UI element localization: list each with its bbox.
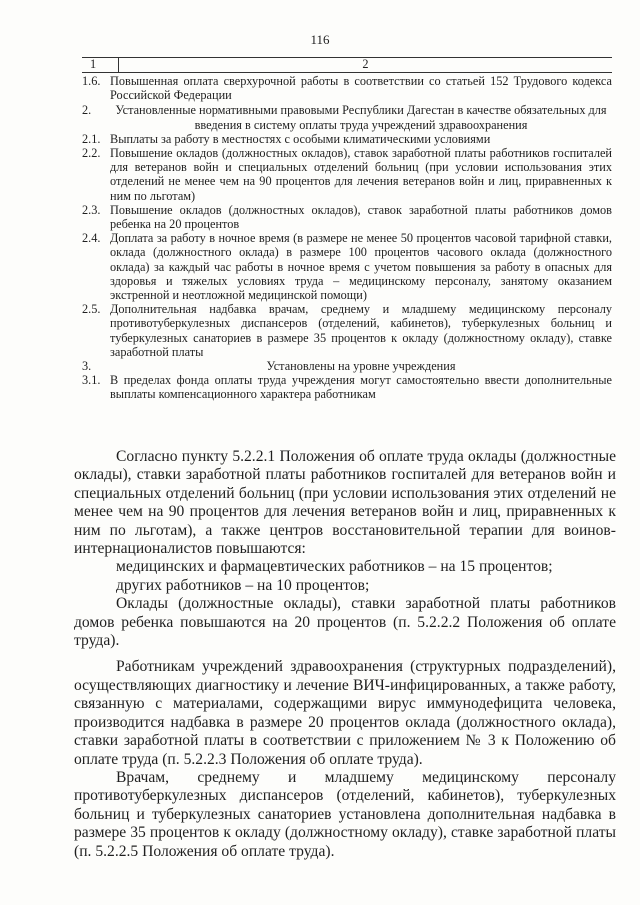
table-row xyxy=(82,203,612,231)
paragraph: Работникам учреждений здравоохранения (структурных подразделений), осуществляющих диагностику и лечение ВИЧ-инфицированных, а также работу, связанную с материалами, содержащими вирус иммунодефицита человека, производится надбавка в размере 20 процентов оклада (должностного оклада), ставки заработной платы в соответствии с приложением № 3 к Положению об оплате труда (п. 5.2.2.3 Положения об оплате труда). xyxy=(74,658,616,768)
table-row xyxy=(82,146,612,203)
table-row xyxy=(82,74,612,102)
table-row xyxy=(82,231,612,302)
row-number: 2.5. xyxy=(82,302,101,317)
page-number: 116 xyxy=(310,32,330,47)
row-number: 2. xyxy=(82,103,92,118)
row-text: Повышенная оплата сверхурочной работы в соответствии со статьей 152 Трудового кодекса Российской Федерации xyxy=(110,74,612,103)
row-number: 3.1. xyxy=(82,373,101,388)
row-text: В пределах фонда оплаты труда учреждения могут самостоятельно ввести дополнительные выплаты компенсационного характера работникам xyxy=(110,373,612,402)
table-row xyxy=(82,359,612,373)
row-text: Выплаты за работу в местностях с особыми климатическими условиями xyxy=(110,131,491,146)
row-text: Доплата за работу в ночное время (в размере не менее 50 процентов часовой тарифной ставки, оклада (должностного оклада) в размере 100 процентов часового оклада (должностного оклада) за каждый час работы в ночное время с учетом повышения за работу в опасных для здоровья и тяжелых условиях труда – медицинскому персоналу, занятому оказанием экстренной и неотложной медицинской помощи) xyxy=(110,231,612,303)
row-number: 2.4. xyxy=(82,231,101,246)
row-text: Установленные нормативными правовыми Республики Дагестан в качестве обязательных для введения в систему оплаты труда учреждений здравоохранения xyxy=(115,103,607,132)
paragraph: медицинских и фармацевтических работников – на 15 процентов; xyxy=(116,558,553,576)
table-row xyxy=(82,103,612,131)
table-header xyxy=(82,57,612,73)
body-text xyxy=(74,448,616,861)
row-number: 2.1. xyxy=(82,131,101,146)
row-number: 3. xyxy=(82,359,92,374)
row-number: 2.3. xyxy=(82,202,101,217)
compensation-table xyxy=(82,57,612,402)
table-row xyxy=(82,373,612,401)
row-text: Установлены на уровне учреждения xyxy=(266,359,456,374)
paragraph: Согласно пункту 5.2.2.1 Положения об оплате труда оклады (должностные оклады), ставки заработной платы работников госпиталей для ветеранов войн и специальных отделений больниц (при условии использования этих отделений не менее чем на 90 процентов для лечения ветеранов войн и лиц, приравненных к ним по льготам), а также центров восстановительной терапии для воинов-интернационалистов повышаются: xyxy=(74,448,616,558)
table-row xyxy=(82,302,612,359)
row-text: Повышение окладов (должностных окладов), ставок заработной платы работников домов ребенка на 20 процентов xyxy=(110,202,612,232)
row-text: Повышение окладов (должностных окладов), ставок заработной платы работников госпиталей для ветеранов войн и специальных отделений больниц (при условии использования этих отделений не менее чем на 90 процентов для лечения ветеранов войн и лиц, приравненных к ним по льготам) xyxy=(110,146,612,203)
row-number: 2.2. xyxy=(82,146,101,161)
header-col-2: 2 xyxy=(362,57,369,71)
row-number: 1.6. xyxy=(82,74,101,88)
paragraph: других работников – на 10 процентов; xyxy=(116,576,370,594)
table-row xyxy=(82,132,612,146)
paragraph: Оклады (должностные оклады), ставки заработной платы работников домов ребенка повышаются на 20 процентов (п. 5.2.2.2 Положения об оплате труда). xyxy=(74,595,616,650)
row-text: Дополнительная надбавка врачам, среднему и младшему медицинскому персоналу противотуберкулезных диспансеров (отделений, кабинетов), туберкулезных больниц и туберкулезных санаториев в размере 35 процентов к окладу (должностному окладу), ставке заработной платы xyxy=(110,302,612,359)
header-col-1: 1 xyxy=(82,58,119,72)
paragraph: Врачам, среднему и младшему медицинскому персоналу противотуберкулезных диспансеров (отделений, кабинетов), туберкулезных больниц и туберкулезных санаториев установлена дополнительная надбавка в размере 35 процентов к окладу (должностному окладу), ставке заработной платы (п. 5.2.2.5 Положения об оплате труда). xyxy=(74,768,616,860)
